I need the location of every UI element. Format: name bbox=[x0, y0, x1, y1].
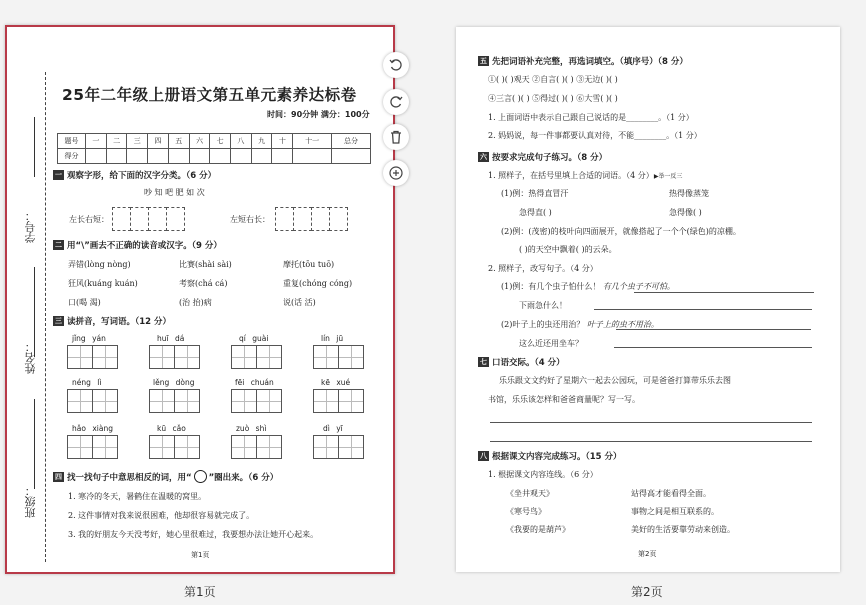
section-2-heading: 二 用“\”画去不正确的读音或汉字。（9 分） bbox=[55, 241, 222, 251]
fill-line: 急得像( ) bbox=[669, 208, 702, 217]
match-right: 美好的生活要靠劳动来创造。 bbox=[631, 525, 735, 534]
section-1-heading: 一 观察字形，给下面的汉字分类。（6 分） bbox=[55, 171, 217, 181]
pinyin-label: zuò shì bbox=[236, 424, 267, 433]
student-id-label: 学号： bbox=[24, 210, 37, 243]
binding-line bbox=[45, 72, 46, 562]
question-line: 2. 妈妈说，每一件事都要认真对待，不能________。（1 分） bbox=[488, 131, 702, 140]
tianzige-grid bbox=[313, 389, 363, 413]
example-line: 热得像蒸笼 bbox=[669, 189, 709, 198]
pinyin-label: néng lì bbox=[72, 378, 102, 387]
section-5-heading: 五 先把词语补充完整，再选词填空。（填序号）（8 分） bbox=[480, 57, 688, 67]
example-line: (1)例：有几个虫子怕什么！ 有几个虫子不可怕。 bbox=[501, 282, 675, 291]
sentence-item: 1. 寒冷的冬天，暑鹤住在温暖的窝里。 bbox=[68, 492, 207, 501]
score-header-cell: 总分 bbox=[332, 134, 371, 149]
section-8-heading: 八 根据课文内容完成练习。（15 分） bbox=[480, 452, 622, 462]
score-header-cell: 六 bbox=[189, 134, 210, 149]
class-line bbox=[34, 399, 35, 489]
rotate-right-icon[interactable] bbox=[383, 89, 409, 115]
match-left: 《寒号鸟》 bbox=[506, 507, 546, 516]
page-1-caption: 第1页 bbox=[184, 585, 216, 599]
page-2-caption: 第2页 bbox=[631, 585, 663, 599]
exam-meta: 时间：90分钟 满分：100分 bbox=[267, 110, 370, 119]
pinyin-label: qí guài bbox=[239, 334, 269, 343]
page-1-footer: 第1页 bbox=[191, 551, 210, 559]
rotate-left-icon[interactable] bbox=[383, 52, 409, 78]
example-line: (2)例：(茂密)的枝叶向四面展开，就像搭起了一个个(绿色)的凉棚。 bbox=[501, 227, 741, 236]
match-right: 站得高才能看得全面。 bbox=[631, 489, 711, 498]
name-label: 姓名： bbox=[24, 341, 37, 374]
choice-item: 说(话 活) bbox=[283, 298, 316, 307]
section-4-heading: 四 找一找句子中意思相反的词，用“ ”圈出来。（6 分） bbox=[53, 470, 278, 483]
score-row-label: 得分 bbox=[58, 149, 86, 164]
score-header-cell: 七 bbox=[210, 134, 231, 149]
answer-grid bbox=[112, 207, 184, 231]
choice-item: (治 抬)病 bbox=[179, 298, 212, 307]
score-header-cell: 十 bbox=[272, 134, 293, 149]
class-label: 班级： bbox=[24, 485, 37, 518]
choice-item: 口(喝 渴) bbox=[68, 298, 101, 307]
section-7-heading: 七 口语交际。（4 分） bbox=[480, 358, 565, 368]
choice-item: 重复(chóng cóng) bbox=[283, 279, 353, 288]
example-line: (2)叶子上的虫还用治？ 叶子上的虫不用治。 bbox=[501, 320, 659, 329]
score-header-cell: 二 bbox=[106, 134, 127, 149]
tianzige-grid bbox=[149, 389, 199, 413]
fill-line: ( )的天空中飘着( )的云朵。 bbox=[519, 245, 617, 254]
score-header-cell: 四 bbox=[148, 134, 169, 149]
tianzige-grid bbox=[231, 389, 281, 413]
rewrite-line: 下雨急什么！ bbox=[519, 301, 567, 310]
student-id-line bbox=[34, 117, 35, 177]
pinyin-label: jǐng yán bbox=[72, 334, 106, 343]
rewrite-line: 这么近还用坐车？ bbox=[519, 339, 583, 348]
circle-icon bbox=[194, 470, 207, 483]
add-icon[interactable] bbox=[383, 160, 409, 186]
tianzige-grid bbox=[67, 389, 117, 413]
left-short-label: 左短右长： bbox=[230, 215, 270, 224]
match-right: 事物之间是相互联系的。 bbox=[631, 507, 719, 516]
page-2-footer: 第2页 bbox=[638, 550, 657, 558]
score-header-cell: 三 bbox=[127, 134, 148, 149]
left-long-label: 左长右短： bbox=[69, 215, 109, 224]
choice-item: 比赛(shài sài) bbox=[179, 260, 232, 269]
match-left: 《我要的是葫芦》 bbox=[506, 525, 570, 534]
sentence-item: 2. 这件事情对我来说很困难，他却很容易就完成了。 bbox=[68, 511, 255, 520]
question-line: 1. 根据课文内容连线。（6 分） bbox=[488, 470, 598, 479]
idiom-row: ④三言( )( ) ⑤得过( )( ) ⑥大雪( )( ) bbox=[488, 94, 618, 103]
score-header-cell: 一 bbox=[86, 134, 107, 149]
example-line: (1)例：热得直冒汗 bbox=[501, 189, 569, 198]
sentence-item: 3. 我的好朋友今天没考好，她心里很难过，我要想办法让她开心起来。 bbox=[68, 530, 319, 539]
score-header-cell: 题号 bbox=[58, 134, 86, 149]
paragraph-line: 书馆，乐乐该怎样和爸爸商量呢？写一写。 bbox=[488, 395, 640, 404]
tianzige-grid bbox=[313, 435, 363, 459]
question-line: 1. 上面词语中表示自己跟自己说话的是________。（1 分） bbox=[488, 113, 694, 122]
exam-title: 25年二年级上册语文第五单元素养达标卷 bbox=[62, 86, 357, 104]
section-6-heading: 六 按要求完成句子练习。（8 分） bbox=[480, 153, 608, 163]
score-header-cell: 九 bbox=[251, 134, 272, 149]
pinyin-label: hǎo xiàng bbox=[72, 424, 113, 433]
score-table bbox=[57, 133, 371, 164]
section-3-heading: 三 读拼音，写词语。（12 分） bbox=[55, 317, 172, 327]
pinyin-label: lín jū bbox=[321, 334, 344, 343]
pinyin-label: dì yī bbox=[323, 424, 343, 433]
pinyin-label: kē xué bbox=[321, 378, 351, 387]
tianzige-grid bbox=[67, 435, 117, 459]
page-1-thumbnail[interactable] bbox=[5, 25, 395, 574]
paragraph-line: 乐乐跟文文约好了星期六一起去公园玩，可是爸爸打算带乐乐去图 bbox=[499, 376, 731, 385]
choice-item: 弄错(lòng nòng) bbox=[68, 260, 131, 269]
choice-item: 摩托(tōu tuō) bbox=[283, 260, 335, 269]
tianzige-grid bbox=[231, 345, 281, 369]
tianzige-grid bbox=[67, 345, 117, 369]
pinyin-label: kū cǎo bbox=[157, 424, 186, 433]
fill-line: 急得直( ) bbox=[519, 208, 552, 217]
trash-icon[interactable] bbox=[383, 124, 409, 150]
score-header-cell: 五 bbox=[168, 134, 189, 149]
section-1-chars: 吵 知 吧 肥 如 次 bbox=[144, 188, 205, 197]
tianzige-grid bbox=[313, 345, 363, 369]
pinyin-label: lěng dòng bbox=[153, 378, 195, 387]
score-header-cell: 八 bbox=[231, 134, 252, 149]
pinyin-label: huī dá bbox=[157, 334, 185, 343]
page-2-thumbnail[interactable] bbox=[456, 27, 840, 572]
answer-grid bbox=[275, 207, 347, 231]
pinyin-label: fēi chuán bbox=[235, 378, 274, 387]
match-left: 《坐井观天》 bbox=[506, 489, 554, 498]
question-line: 2. 照样子，改写句子。（4 分） bbox=[488, 264, 598, 273]
score-header-cell: 十一 bbox=[293, 134, 332, 149]
question-line: 1. 照样子，在括号里填上合适的词语。（4 分）▶举一反三 bbox=[488, 171, 683, 180]
idiom-row: ①( )( )观天 ②自言( )( ) ③无边( )( ) bbox=[488, 75, 618, 84]
tianzige-grid bbox=[149, 345, 199, 369]
tianzige-grid bbox=[149, 435, 199, 459]
choice-item: 考察(chá cá) bbox=[179, 279, 228, 288]
choice-item: 狂风(kuáng kuán) bbox=[68, 279, 138, 288]
tianzige-grid bbox=[231, 435, 281, 459]
